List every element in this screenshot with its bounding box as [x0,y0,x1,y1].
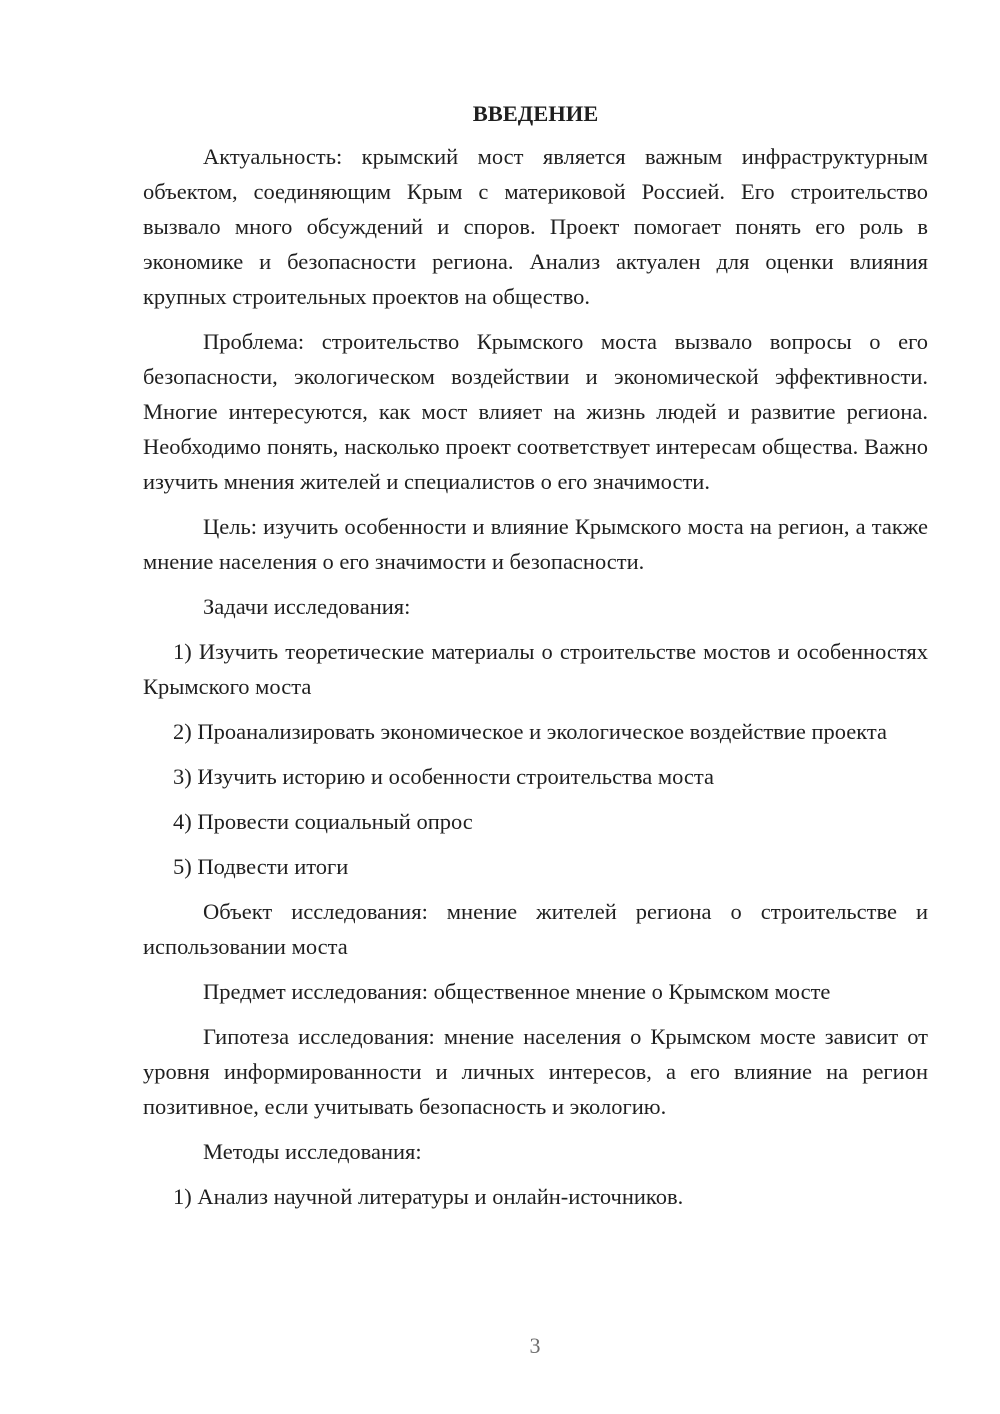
task-item-2: 2) Проанализировать экономическое и экологическое воздействие проекта [173,719,887,744]
subject-paragraph: Предмет исследования: общественное мнение о Крымском мосте [203,979,831,1004]
task-item-4: 4) Провести социальный опрос [173,809,473,834]
task-item-1: 1) Изучить теоретические материалы о строительстве мостов и особенностях Крымского моста [143,639,928,699]
method-item-1: 1) Анализ научной литературы и онлайн-источников. [173,1184,684,1209]
object-paragraph: Объект исследования: мнение жителей региона о строительстве и использовании моста [143,899,928,959]
problem-paragraph: Проблема: строительство Крымского моста вызвало вопросы о его безопасности, экологическом воздействии и экономической эффективности. Многие интересуются, как мост влияет на жизнь людей и развитие региона. Необходимо понять, насколько проект соответствует интересам общества. Важно изучить мнения жителей и специалистов о его значимости. [143,329,928,494]
methods-heading: Методы исследования: [203,1139,422,1164]
tasks-heading: Задачи исследования: [203,594,411,619]
hypothesis-paragraph: Гипотеза исследования: мнение населения о Крымском мосте зависит от уровня информированности и личных интересов, а его влияние на регион позитивное, если учитывать безопасность и экологию. [143,1024,928,1119]
relevance-paragraph: Актуальность: крымский мост является важным инфраструктурным объектом, соединяющим Крым с материковой Россией. Его строительство вызвало много обсуждений и споров. Проект помогает понять его роль в экономике и безопасности региона. Анализ актуален для оценки влияния крупных строительных проектов на общество. [143,144,928,309]
page-number: 3 [529,1333,541,1358]
goal-paragraph: Цель: изучить особенности и влияние Крымского моста на регион, а также мнение населения о его значимости и безопасности. [143,514,928,574]
task-item-5: 5) Подвести итоги [173,854,349,879]
page-content [143,96,928,1224]
page-title: ВВЕДЕНИЕ [472,101,599,126]
task-item-3: 3) Изучить историю и особенности строительства моста [173,764,714,789]
